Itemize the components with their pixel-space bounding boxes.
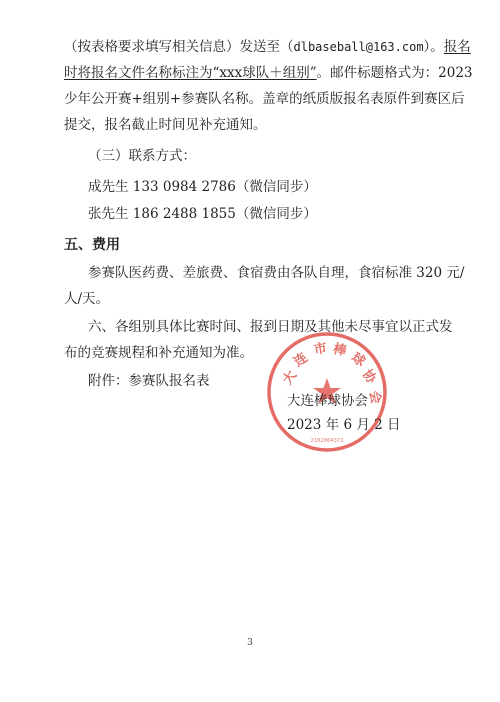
svg-text:棒: 棒 (331, 341, 348, 360)
contact-person-1: 成先生 133 0984 2786（微信同步） (88, 179, 317, 195)
section6-line2: 布的竞赛规程和补充通知为准。 (64, 345, 253, 361)
paragraph1-line2: 时将报名文件名称标注为“xxx球队＋组别”。邮件标题格式为：2023 (64, 65, 473, 81)
section5-heading: 五、费用 (64, 237, 120, 253)
svg-text:会: 会 (365, 389, 383, 406)
section6-line1: 六、各组别具体比赛时间、报到日期及其他未尽事宜以正式发 (88, 319, 453, 335)
paragraph1-line3: 少年公开赛+组别+参赛队名称。盖章的纸质版报名表原件到赛区后 (64, 91, 465, 107)
svg-text:球: 球 (348, 350, 368, 371)
contact-heading: （三）联系方式： (88, 148, 196, 164)
svg-text:协: 协 (358, 367, 379, 387)
contact-person-2: 张先生 186 2488 1855（微信同步） (88, 206, 317, 222)
email-address: dlbaseball@163.com (293, 40, 424, 54)
svg-text:市: 市 (312, 341, 329, 359)
attachment-line: 附件：参赛队报名表 (88, 373, 210, 389)
section5-line2: 人/天。 (64, 291, 110, 307)
paragraph1-line1: （按表格要求填写相关信息）发送至（dlbaseball@163.com）。报名 (64, 39, 471, 55)
signature-organization: 大连棒球协会 (287, 393, 368, 409)
signature-date: 2023 年 6 月 2 日 (287, 417, 401, 433)
paragraph1-line4: 提交，报名截止时间见补充通知。 (64, 117, 267, 133)
svg-text:连: 连 (291, 350, 311, 371)
section5-line1: 参赛队医药费、差旅费、食宿费由各队自理，食宿标准 320 元/ (88, 265, 465, 281)
page-number: 3 (247, 638, 253, 648)
svg-text:大: 大 (280, 368, 301, 388)
svg-text:2102004371: 2102004371 (310, 438, 344, 444)
